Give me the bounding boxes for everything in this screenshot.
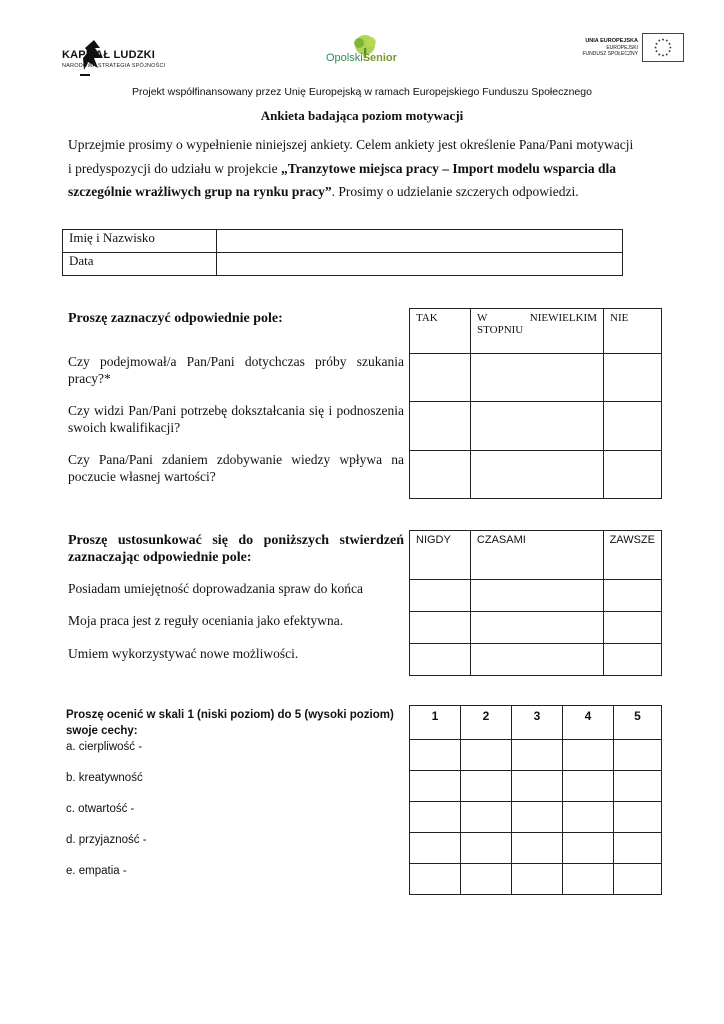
section1-question-1: Czy podejmował/a Pan/Pani dotychczas próby szukania pracy?* bbox=[68, 354, 404, 386]
name-label: Imię i Nazwisko bbox=[63, 230, 217, 253]
col-header-tak: TAK bbox=[410, 309, 471, 354]
scale-header-5: 5 bbox=[614, 706, 662, 740]
date-label: Data bbox=[63, 253, 217, 276]
section2-statement-3: Umiem wykorzystywać nowe możliwości. bbox=[68, 646, 299, 661]
section1-answer-grid bbox=[409, 308, 662, 499]
scale-header-3: 3 bbox=[512, 706, 563, 740]
scale-header-2: 2 bbox=[461, 706, 512, 740]
rating-cell[interactable] bbox=[512, 771, 563, 802]
page-title: Ankieta badająca poziom motywacji bbox=[260, 108, 464, 123]
rating-cell[interactable] bbox=[410, 864, 461, 895]
rating-cell[interactable] bbox=[563, 802, 614, 833]
eu-line-3: FUNDUSZ SPOŁECZNY bbox=[582, 51, 638, 57]
intro-paragraph bbox=[68, 133, 640, 204]
intro-text-2: . Prosimy o udzielanie szczerych odpowiedzi. bbox=[331, 184, 579, 199]
answer-cell-q1-w-niewielkim[interactable] bbox=[471, 354, 604, 402]
project-name: „Tranzytowe miejsca pracy – Import modelu wsparcia dla szczególnie wrażliwych grup na rynku pracy” bbox=[68, 160, 617, 199]
table-row bbox=[410, 451, 662, 499]
answer-cell-s1-zawsze[interactable] bbox=[603, 580, 661, 612]
answer-cell-q3-w-niewielkim[interactable] bbox=[471, 451, 604, 499]
kapital-ludzki-title: KAPITAŁ LUDZKI bbox=[62, 49, 156, 61]
rating-cell[interactable] bbox=[461, 771, 512, 802]
rating-cell[interactable] bbox=[614, 802, 662, 833]
table-row bbox=[410, 771, 662, 802]
rating-cell[interactable] bbox=[614, 833, 662, 864]
rating-cell[interactable] bbox=[614, 864, 662, 895]
rating-cell[interactable] bbox=[563, 740, 614, 771]
table-row bbox=[410, 644, 662, 676]
rating-cell[interactable] bbox=[512, 833, 563, 864]
answer-cell-s2-zawsze[interactable] bbox=[603, 612, 661, 644]
table-row bbox=[410, 612, 662, 644]
col-header-w-niewielkim-stopniu: W NIEWIELKIM STOPNIU bbox=[471, 309, 604, 354]
trait-przyjaznosc: d. przyjazność - bbox=[66, 834, 147, 846]
rating-cell[interactable] bbox=[410, 833, 461, 864]
intro-text-1: Uprzejmie prosimy o wypełnienie niniejszej ankiety. Celem ankiety jest określenie Pana/Pani motywacji i predyspozycji do udziału w projekcie bbox=[68, 137, 634, 176]
rating-cell[interactable] bbox=[410, 771, 461, 802]
table-row bbox=[410, 802, 662, 833]
table-row bbox=[410, 864, 662, 895]
eu-caption bbox=[560, 38, 638, 58]
answer-cell-s3-czasami[interactable] bbox=[470, 644, 603, 676]
table-row bbox=[410, 833, 662, 864]
answer-cell-q3-tak[interactable] bbox=[410, 451, 471, 499]
eu-flag-icon bbox=[642, 33, 684, 62]
name-field[interactable] bbox=[217, 230, 623, 253]
col-header-nie: NIE bbox=[604, 309, 662, 354]
section3-heading: Proszę ocenić w skali 1 (niski poziom) do 5 (wysoki poziom) swoje cechy: bbox=[66, 709, 394, 737]
table-row bbox=[63, 230, 623, 253]
answer-cell-s1-nigdy[interactable] bbox=[410, 580, 471, 612]
table-row bbox=[410, 354, 662, 402]
section2-heading: Proszę ustosunkować się do poniższych stwierdzeń zaznaczając odpowiednie pole: bbox=[68, 533, 404, 565]
rating-cell[interactable] bbox=[563, 864, 614, 895]
rating-cell[interactable] bbox=[614, 771, 662, 802]
answer-cell-s2-nigdy[interactable] bbox=[410, 612, 471, 644]
rating-cell[interactable] bbox=[512, 802, 563, 833]
table-row bbox=[410, 309, 662, 354]
answer-cell-s2-czasami[interactable] bbox=[470, 612, 603, 644]
table-row bbox=[410, 531, 662, 580]
rating-cell[interactable] bbox=[410, 802, 461, 833]
rating-cell[interactable] bbox=[461, 864, 512, 895]
table-row bbox=[410, 580, 662, 612]
answer-cell-s3-zawsze[interactable] bbox=[603, 644, 661, 676]
section1-question-3: Czy Pana/Pani zdaniem zdobywanie wiedzy wpływa na poczucie własnej wartości? bbox=[68, 452, 404, 484]
col-header-zawsze: ZAWSZE bbox=[603, 531, 661, 580]
rating-cell[interactable] bbox=[563, 833, 614, 864]
trait-kreatywnosc: b. kreatywność bbox=[66, 772, 143, 784]
scale-header-1: 1 bbox=[410, 706, 461, 740]
answer-cell-q2-tak[interactable] bbox=[410, 402, 471, 451]
senior-word: Senior bbox=[362, 52, 397, 64]
date-field[interactable] bbox=[217, 253, 623, 276]
rating-cell[interactable] bbox=[614, 740, 662, 771]
identity-table bbox=[62, 229, 623, 276]
answer-cell-q1-nie[interactable] bbox=[604, 354, 662, 402]
rating-cell[interactable] bbox=[461, 833, 512, 864]
answer-cell-s3-nigdy[interactable] bbox=[410, 644, 471, 676]
rating-cell[interactable] bbox=[512, 740, 563, 771]
eu-line-1: UNIA EUROPEJSKA bbox=[585, 38, 638, 44]
answer-cell-q3-nie[interactable] bbox=[604, 451, 662, 499]
col-header-nigdy: NIGDY bbox=[410, 531, 471, 580]
scale-header-4: 4 bbox=[563, 706, 614, 740]
opolski-word: Opolski bbox=[326, 52, 363, 64]
answer-cell-q1-tak[interactable] bbox=[410, 354, 471, 402]
col-header-czasami: CZASAMI bbox=[470, 531, 603, 580]
answer-cell-s1-czasami[interactable] bbox=[470, 580, 603, 612]
eu-line-2: EUROPEJSKI bbox=[606, 44, 638, 51]
section2-answer-grid bbox=[409, 530, 662, 676]
rating-cell[interactable] bbox=[461, 802, 512, 833]
trait-cierpliwosc: a. cierpliwość - bbox=[66, 741, 143, 753]
section3-rating-grid bbox=[409, 705, 662, 895]
rating-cell[interactable] bbox=[461, 740, 512, 771]
answer-cell-q2-w-niewielkim[interactable] bbox=[471, 402, 604, 451]
kapital-ludzki-subtitle: NARODOWA STRATEGIA SPÓJNOŚCI bbox=[62, 63, 166, 69]
trait-empatia: e. empatia - bbox=[66, 865, 127, 877]
project-funding-line: Projekt współfinansowany przez Unię Europejską w ramach Europejskiego Funduszu Społecznego bbox=[132, 86, 592, 98]
trait-otwartosc: c. otwartość - bbox=[66, 803, 135, 815]
rating-cell[interactable] bbox=[410, 740, 461, 771]
rating-cell[interactable] bbox=[512, 864, 563, 895]
section1-question-2: Czy widzi Pan/Pani potrzebę dokształcania się i podnoszenia swoich kwalifikacji? bbox=[68, 403, 404, 435]
table-row bbox=[410, 706, 662, 740]
table-row bbox=[410, 740, 662, 771]
opolski-senior-wordmark bbox=[326, 52, 397, 64]
answer-cell-q2-nie[interactable] bbox=[604, 402, 662, 451]
table-row bbox=[63, 253, 623, 276]
section1-heading: Proszę zaznaczyć odpowiednie pole: bbox=[68, 311, 283, 326]
table-row bbox=[410, 402, 662, 451]
section2-statement-2: Moja praca jest z reguły oceniania jako efektywna. bbox=[68, 613, 344, 628]
section2-statement-1: Posiadam umiejętność doprowadzania spraw do końca bbox=[68, 581, 364, 596]
rating-cell[interactable] bbox=[563, 771, 614, 802]
